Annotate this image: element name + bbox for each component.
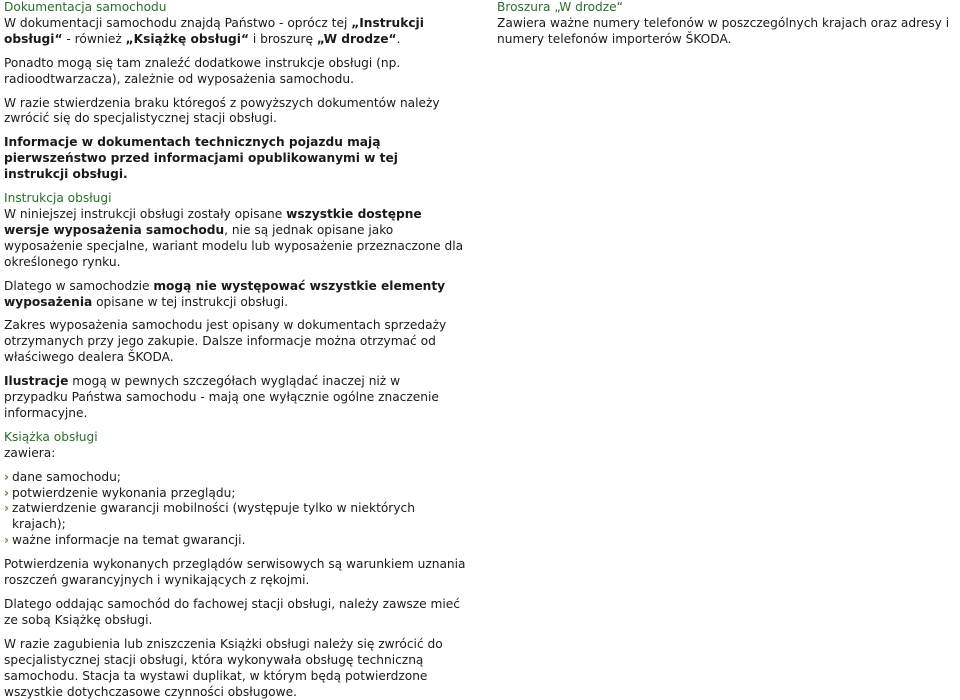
dokumentacja-paragraph [4, 16, 466, 48]
instrukcja-bold-1: wszystkie dostępne wersje wyposażenia samochodu [4, 206, 422, 237]
ksiazka-list [4, 470, 466, 550]
list-item-text: potwierdzenie wykonania przeglądu; [12, 485, 236, 500]
zagubienie-paragraph: W razie zagubienia lub zniszczenia Książki obsługi należy się zwrócić do specjalistycznej stacji obsługi, która wykonywała obsługę techniczną samochodu. Stacja ta wystawi duplikat, w którym będą potwierdzone wszystkie dotychczasowe czynności obsługowe. [4, 636, 443, 699]
ilustracje-bold: Ilustracje [4, 374, 69, 389]
dokumentacja-bold-1: „Instrukcji obsługi“ [4, 15, 424, 46]
ponadto-paragraph: Ponadto mogą się tam znaleźć dodatkowe instrukcje obsługi (np. radioodtwarzacza), zależnie od wyposażenia samochodu. [4, 55, 401, 86]
w-razie-paragraph: W razie stwierdzenia braku któregoś z powyższych dokumentów należy zwrócić się do specjalistycznej stacji obsługi. [4, 95, 440, 126]
ksiazka-heading: Książka obsługi [4, 429, 98, 444]
informacje-bold: Informacje w dokumentach technicznych pojazdu mają pierwszeństwo przed informacjami opublikowanymi w tej instrukcji obsługi. [4, 135, 398, 182]
dlatego-paragraph [4, 279, 466, 311]
list-item [4, 486, 466, 502]
chevron-right-icon: › [4, 533, 10, 548]
chevron-right-icon: › [4, 469, 10, 484]
instrukcja-heading: Instrukcja obsługi [4, 191, 112, 206]
list-item-text: ważne informacje na temat gwarancji. [12, 533, 246, 548]
instrukcja-text-1: W niniejszej instrukcji obsługi zostały opisane [4, 206, 287, 221]
instrukcja-paragraph [4, 207, 466, 271]
zakres-paragraph: Zakres wyposażenia samochodu jest opisany w dokumentach sprzedaży otrzymanych przy jego zakupie. Dalsze informacje można otrzymać od właściwego dealera ŠKODA. [4, 318, 447, 365]
dokumentacja-text-3: i broszurę [248, 31, 317, 46]
dokumentacja-heading: Dokumentacja samochodu [4, 0, 167, 14]
ilustracje-paragraph [4, 374, 466, 422]
list-item-text: dane samochodu; [12, 469, 121, 484]
broszura-heading: Broszura „W drodze“ [497, 0, 623, 14]
informacje-paragraph [4, 135, 466, 183]
list-item [4, 533, 466, 549]
dlatego-oddajac-paragraph: Dlatego oddając samochód do fachowej stacji obsługi, należy zawsze mieć ze sobą Książkę obsługi. [4, 597, 460, 627]
chevron-right-icon: › [4, 501, 10, 516]
ilustracje-text: mogą w pewnych szczegółach wyglądać inaczej niż w przypadku Państwa samochodu - mają one wyłącznie ogólne znaczenie informacyjne. [4, 374, 439, 420]
dlatego-bold-1: mogą nie występować wszystkie elementy wyposażenia [4, 278, 446, 309]
dokumentacja-bold-2: „Książkę obsługi“ [125, 31, 249, 46]
right-column [497, 0, 957, 48]
ksiazka-intro: zawiera: [4, 445, 56, 460]
left-column [4, 0, 466, 700]
list-item [4, 501, 466, 533]
dokumentacja-bold-3: „W drodze“ [316, 31, 397, 46]
list-item-text: zatwierdzenie gwarancji mobilności (występuje tylko w niektórych krajach); [12, 501, 415, 532]
dokumentacja-text-2: - również [62, 31, 126, 46]
list-item [4, 470, 466, 486]
potwierdzenia-paragraph: Potwierdzenia wykonanych przeglądów serwisowych są warunkiem uznania roszczeń gwarancyjnych i wynikających z rękojmi. [4, 557, 466, 588]
dlatego-text-1: Dlatego w samochodzie [4, 278, 154, 293]
instrukcja-text-2: , nie są jednak opisane jako wyposażenie specjalne, wariant modelu lub wyposażenie przeznaczone dla określonego rynku. [4, 222, 464, 269]
dokumentacja-text-4: . [396, 31, 401, 46]
dokumentacja-text-1: W dokumentacji samochodu znajdą Państwo - oprócz tej [4, 15, 352, 30]
broszura-paragraph: Zawiera ważne numery telefonów w poszczególnych krajach oraz adresy i numery telefonów importerów ŠKODA. [497, 15, 950, 46]
dlatego-text-2: opisane w tej instrukcji obsługi. [92, 294, 289, 309]
chevron-right-icon: › [4, 485, 10, 500]
